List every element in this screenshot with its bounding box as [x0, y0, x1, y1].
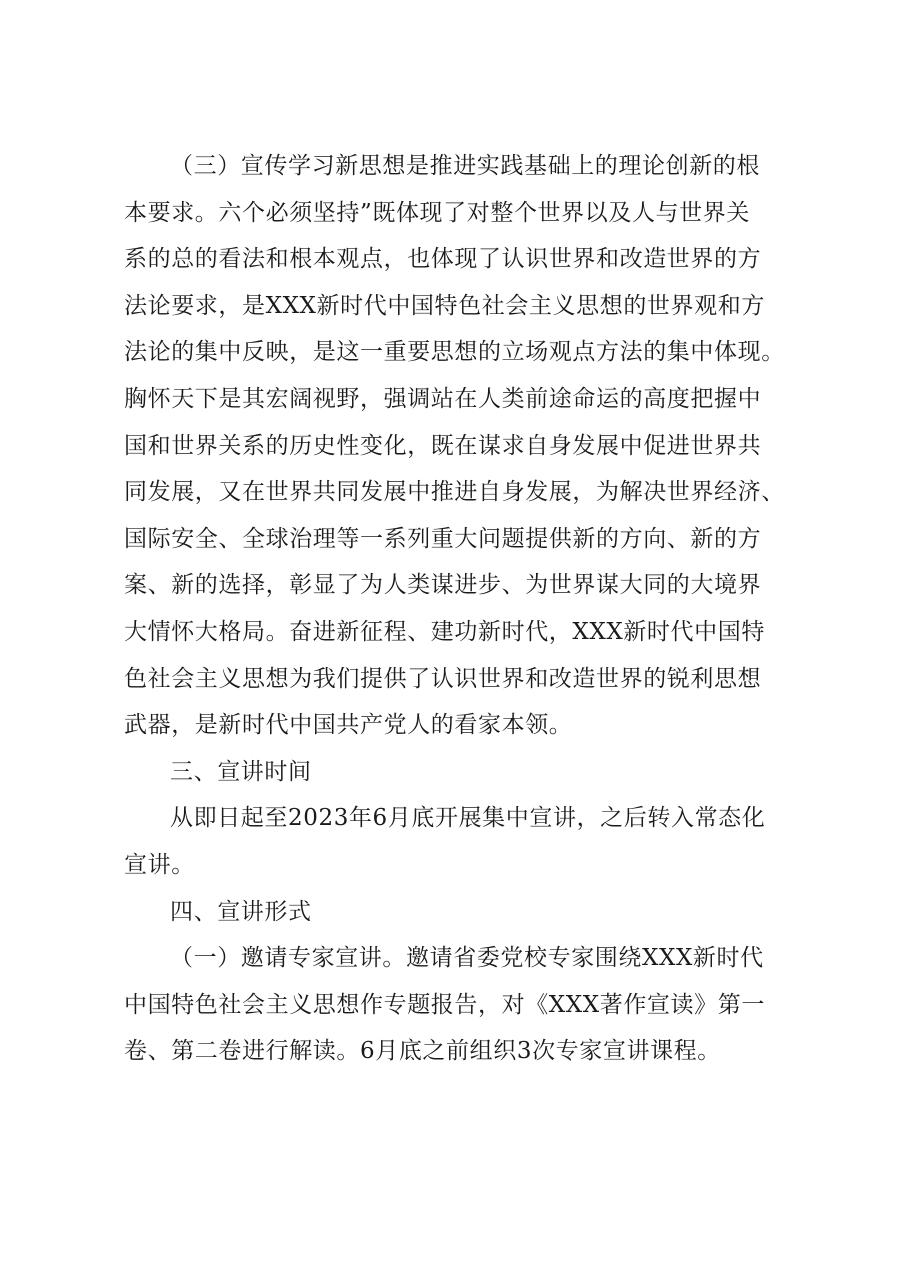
paragraph-line: 从即日起至2023年6月底开展集中宣讲，之后转入常态化 [170, 805, 766, 832]
paragraph-line: 中国特色社会主义思想作专题报告，对《XXX著作宣读》第一 [124, 991, 765, 1018]
paragraph-line: 法论的集中反映，是这一重要思想的立场观点方法的集中体现。 [124, 339, 785, 366]
paragraph-line: 系的总的看法和根本观点，也体现了认识世界和改造世界的方 [124, 246, 762, 273]
paragraph-line: 武器，是新时代中国共产党人的看家本领。 [124, 712, 573, 739]
section-heading: 四、宣讲形式 [170, 898, 312, 925]
paragraph-line: 卷、第二卷进行解读。6月底之前组织3次专家宣讲课程。 [124, 1038, 721, 1065]
paragraph-line: （三）宣传学习新思想是推进实践基础上的理论创新的根 [170, 153, 760, 179]
document-body [124, 143, 790, 1075]
paragraph-line: 国际安全、全球治理等一系列重大问题提供新的方向、新的方 [124, 525, 762, 552]
paragraph-line: （一）邀请专家宣讲。邀请省委党校专家围绕XXX新时代 [170, 945, 764, 972]
paragraph-line: 色社会主义思想为我们提供了认识世界和改造世界的锐利思想 [124, 665, 762, 692]
paragraph-line: 宣讲。 [124, 851, 195, 878]
paragraph-line: 案、新的选择，彰显了为人类谋进步、为世界谋大同的大境界 [124, 572, 762, 599]
section-heading: 三、宣讲时间 [170, 758, 312, 785]
paragraph-line: 国和世界关系的历史性变化，既在谋求自身发展中促进世界共 [124, 432, 762, 459]
paragraph-line: 同发展，又在世界共同发展中推进自身发展，为解决世界经济、 [124, 479, 785, 506]
paragraph-line: 本要求。六个必须坚持”既体现了对整个世界以及人与世界关 [124, 199, 750, 226]
paragraph-line: 大情怀大格局。奋进新征程、建功新时代，XXX新时代中国特 [124, 618, 765, 645]
paragraph-line: 法论要求，是XXX新时代中国特色社会主义思想的世界观和方 [124, 292, 765, 319]
paragraph-line: 胸怀天下是其宏阔视野，强调站在人类前途命运的高度把握中 [124, 385, 762, 412]
